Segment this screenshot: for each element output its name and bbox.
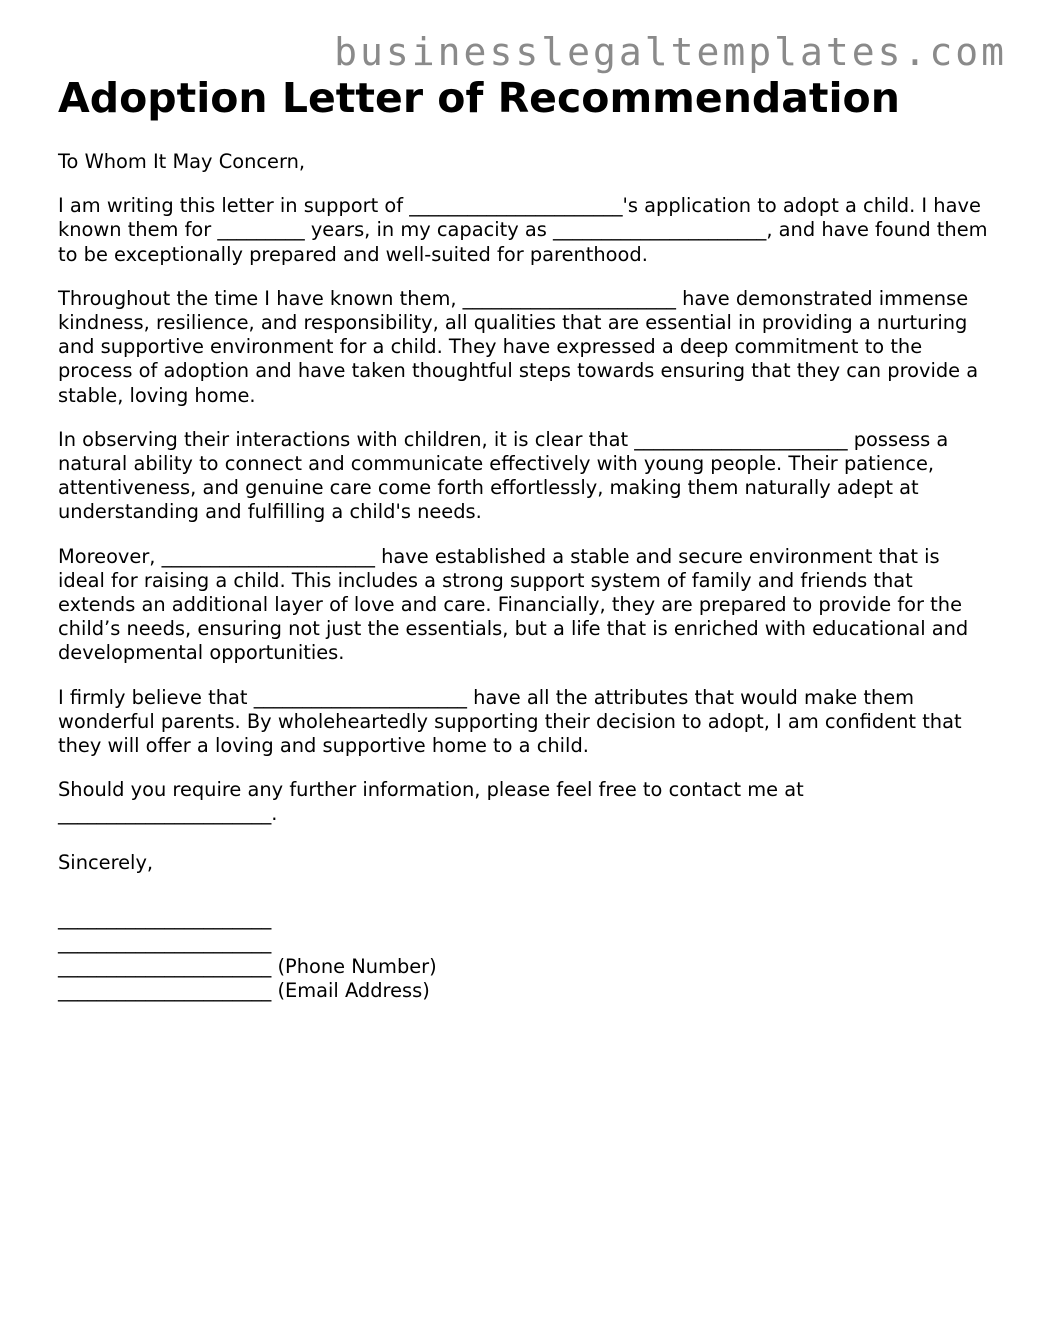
paragraph-qualities: Throughout the time I have known them, ______________________ have demonstrated immense kindness, resilience, and responsibility, all qualities that are essential in providing a nurturing and supportive environment for a child. They have expressed a deep commitment to the process of adoption and have taken thoughtful steps towards ensuring that they can provide a stable, loving home. xyxy=(58,286,979,407)
greeting: To Whom It May Concern, xyxy=(58,150,306,173)
signature-block xyxy=(58,907,988,1004)
signature-email-line: ______________________ (Email Address) xyxy=(58,979,430,1003)
letter-body xyxy=(58,150,988,1004)
signature-name-line: ______________________ xyxy=(58,906,272,930)
paragraph-belief: I firmly believe that ______________________ have all the attributes that would make them wonderful parents. By wholeheartedly supporting their decision to adopt, I am confident that they will offer a loving and supportive home to a child. xyxy=(58,685,962,758)
paragraph-support: I am writing this letter in support of ______________________'s application to adopt a child. I have known them for _________ years, in my capacity as ______________________, and have found them to be exceptionally prepared and well-suited for parenthood. xyxy=(58,194,988,266)
paragraph-interactions: In observing their interactions with children, it is clear that ______________________ possess a natural ability to connect and communicate effectively with young people. Their patience, attentiveness, and genuine care come forth effortlessly, making them naturally adept at understanding and fulfilling a child's needs. xyxy=(58,427,949,524)
paragraph-environment: Moreover, ______________________ have established a stable and secure environment that is ideal for raising a child. This includes a strong support system of family and friends that extends an additional layer of love and care. Financially, they are prepared to provide for the child’s needs, ensuring not just the essentials, but a life that is enriched with educational and developmental opportunities. xyxy=(58,544,969,665)
closing-block xyxy=(58,851,988,1004)
paragraph-contact: Should you require any further information, please feel free to contact me at ______________________. xyxy=(58,778,804,826)
page-title: Adoption Letter of Recommendation xyxy=(58,74,900,122)
signature-phone-line: ______________________ (Phone Number) xyxy=(58,955,437,979)
closing: Sincerely, xyxy=(58,850,154,874)
watermark: businesslegaltemplates.com xyxy=(334,30,1007,74)
signature-address-line: ______________________ xyxy=(58,931,272,955)
